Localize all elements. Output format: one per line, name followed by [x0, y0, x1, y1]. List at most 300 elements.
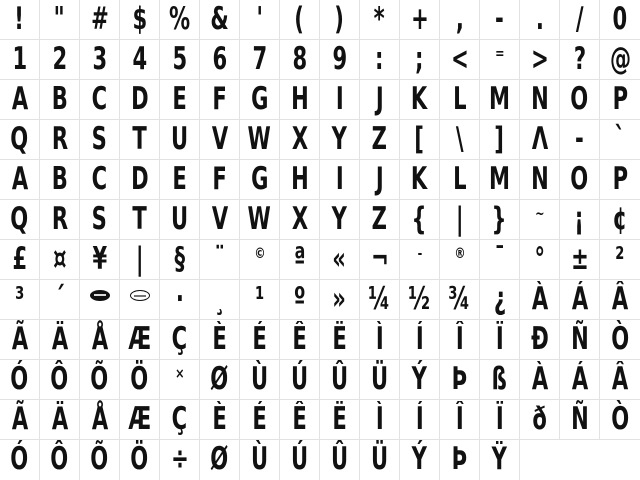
glyph: Ë	[332, 320, 347, 357]
glyph-cell	[480, 400, 520, 440]
glyph: Ô	[50, 360, 69, 397]
glyph-cell	[320, 400, 360, 440]
glyph-cell	[440, 80, 480, 120]
glyph: W	[247, 120, 272, 157]
glyph-cell	[360, 320, 400, 360]
glyph: `	[614, 120, 626, 157]
glyph: N	[530, 80, 549, 117]
glyph: M	[489, 160, 510, 197]
glyph-cell	[200, 280, 240, 320]
glyph: A	[11, 80, 28, 117]
glyph-cell	[480, 360, 520, 400]
glyph-cell	[0, 80, 40, 120]
glyph-cell	[240, 440, 280, 480]
glyph: È	[212, 320, 227, 357]
glyph-cell	[560, 240, 600, 280]
glyph-cell	[320, 360, 360, 400]
glyph: @	[609, 40, 631, 77]
glyph-cell	[120, 240, 160, 280]
glyph-cell	[240, 360, 280, 400]
glyph: *	[373, 0, 386, 37]
glyph-cell	[440, 160, 480, 200]
glyph: C	[91, 160, 108, 197]
glyph-cell	[560, 160, 600, 200]
glyph: 6	[212, 40, 227, 77]
glyph-cell	[0, 200, 40, 240]
glyph-cell	[200, 200, 240, 240]
glyph-cell	[440, 280, 480, 320]
glyph-cell	[440, 120, 480, 160]
glyph: 4	[132, 40, 147, 77]
glyph: Ý	[411, 441, 428, 477]
glyph-cell	[200, 160, 240, 200]
glyph: Á	[571, 280, 588, 317]
glyph: Î	[455, 400, 464, 437]
glyph-cell	[280, 360, 320, 400]
glyph-cell	[320, 280, 360, 320]
glyph: W	[247, 200, 272, 237]
glyph: {	[411, 200, 427, 237]
glyph: Λ	[531, 120, 548, 157]
glyph-cell	[400, 0, 440, 40]
glyph: Æ	[128, 400, 151, 437]
glyph-cell	[360, 80, 400, 120]
glyph-cell	[40, 440, 80, 480]
glyph: Ê	[292, 400, 307, 437]
glyph: Í	[415, 320, 424, 357]
glyph: À	[531, 360, 548, 397]
glyph-cell	[480, 440, 520, 480]
outline-oval-logo-icon	[130, 290, 150, 301]
glyph: º	[293, 280, 306, 317]
glyph-cell	[0, 320, 40, 360]
glyph: |	[455, 200, 464, 237]
glyph-cell	[440, 240, 480, 280]
glyph-cell	[600, 400, 640, 440]
glyph: Ý	[411, 360, 428, 397]
glyph-cell	[360, 280, 400, 320]
glyph: Î	[455, 320, 464, 357]
glyph: (	[294, 0, 305, 37]
glyph: ®	[453, 246, 466, 262]
glyph-cell	[440, 320, 480, 360]
glyph-cell	[520, 160, 560, 200]
glyph: Á	[571, 360, 588, 397]
glyph-cell	[280, 120, 320, 160]
glyph: V	[211, 200, 228, 237]
glyph-cell	[600, 80, 640, 120]
glyph: H	[290, 160, 309, 197]
glyph-cell	[80, 40, 120, 80]
glyph: Z	[371, 200, 388, 237]
glyph-cell	[520, 0, 560, 40]
glyph-cell	[440, 40, 480, 80]
glyph: ²	[615, 240, 625, 277]
glyph-cell	[320, 80, 360, 120]
glyph-cell	[120, 160, 160, 200]
glyph-cell	[400, 240, 440, 280]
glyph: L	[452, 160, 467, 197]
glyph: Ø	[210, 441, 229, 477]
glyph-cell	[360, 400, 400, 440]
glyph: >	[530, 40, 549, 77]
glyph: Å	[91, 320, 108, 357]
glyph-cell	[360, 40, 400, 80]
glyph-cell	[200, 320, 240, 360]
glyph: D	[130, 80, 149, 117]
glyph: V	[211, 120, 228, 157]
glyph: O	[570, 160, 589, 197]
glyph-cell	[520, 200, 560, 240]
glyph: Ç	[171, 320, 188, 357]
glyph-cell	[320, 240, 360, 280]
glyph-cell	[360, 160, 400, 200]
glyph-cell	[160, 360, 200, 400]
glyph-cell	[160, 240, 200, 280]
glyph-cell	[560, 360, 600, 400]
glyph-cell	[80, 400, 120, 440]
glyph: ×	[174, 366, 185, 382]
glyph: R	[51, 120, 68, 157]
glyph-cell	[360, 0, 400, 40]
glyph-cell	[520, 440, 560, 480]
glyph: 0	[612, 0, 628, 37]
glyph-cell	[240, 160, 280, 200]
glyph: Y	[331, 200, 348, 237]
glyph-cell	[120, 440, 160, 480]
glyph: Ð	[530, 320, 549, 357]
glyph-cell	[320, 40, 360, 80]
glyph-cell	[0, 160, 40, 200]
glyph: »	[332, 280, 347, 317]
glyph-cell	[120, 120, 160, 160]
glyph-cell	[160, 200, 200, 240]
glyph: Û	[330, 441, 349, 477]
glyph: /	[575, 0, 584, 37]
glyph: R	[51, 200, 68, 237]
glyph: É	[252, 320, 267, 357]
glyph-cell	[40, 280, 80, 320]
glyph: X	[291, 120, 308, 157]
glyph-cell	[480, 160, 520, 200]
glyph: Ü	[370, 360, 389, 397]
glyph: J	[375, 80, 384, 117]
glyph: Û	[330, 360, 349, 397]
glyph: Ì	[375, 320, 384, 357]
glyph-cell	[280, 240, 320, 280]
glyph-cell	[120, 400, 160, 440]
glyph-cell	[80, 280, 120, 320]
glyph-cell	[40, 160, 80, 200]
glyph: ~	[534, 206, 545, 222]
glyph: ±	[570, 240, 589, 277]
glyph: ³	[14, 280, 25, 317]
glyph-cell	[600, 320, 640, 360]
glyph: ¸	[214, 280, 225, 317]
glyph-cell	[40, 120, 80, 160]
glyph: N	[530, 160, 549, 197]
glyph: Ò	[611, 320, 629, 357]
glyph: %	[168, 0, 191, 37]
glyph-cell	[400, 400, 440, 440]
glyph-cell	[40, 0, 80, 40]
glyph: |	[135, 240, 144, 277]
glyph: I	[335, 80, 344, 117]
glyph: -	[495, 0, 504, 37]
glyph: Ï	[495, 320, 504, 357]
glyph-cell	[600, 240, 640, 280]
glyph-cell	[400, 80, 440, 120]
glyph-cell	[560, 80, 600, 120]
glyph-cell	[80, 240, 120, 280]
glyph-cell	[440, 360, 480, 400]
glyph: 7	[252, 40, 267, 77]
glyph-cell	[520, 400, 560, 440]
glyph: L	[452, 80, 467, 117]
glyph: É	[252, 400, 267, 437]
glyph-cell	[160, 0, 200, 40]
glyph: ¤	[52, 240, 67, 277]
glyph: ¬	[370, 240, 389, 277]
glyph-cell	[160, 80, 200, 120]
glyph: Ø	[210, 360, 229, 397]
glyph: Ö	[130, 360, 149, 397]
glyph-cell	[0, 40, 40, 80]
glyph: ª	[293, 240, 306, 277]
glyph-cell	[40, 360, 80, 400]
glyph: 1	[12, 40, 27, 77]
glyph-cell	[560, 120, 600, 160]
glyph: U	[170, 120, 189, 157]
glyph-cell	[80, 200, 120, 240]
glyph: 2	[52, 40, 67, 77]
glyph-cell	[0, 440, 40, 480]
glyph: "	[54, 0, 65, 37]
glyph-cell	[360, 240, 400, 280]
glyph-cell	[160, 120, 200, 160]
glyph-cell	[200, 240, 240, 280]
glyph: Ü	[370, 441, 389, 477]
glyph-cell	[40, 40, 80, 80]
glyph-cell	[360, 360, 400, 400]
glyph: ¿	[493, 280, 506, 317]
glyph-cell	[280, 160, 320, 200]
glyph: Ó	[10, 441, 29, 477]
glyph-cell	[360, 440, 400, 480]
glyph: Ä	[51, 320, 68, 357]
glyph-cell	[0, 120, 40, 160]
glyph-cell	[120, 0, 160, 40]
glyph: G	[250, 160, 269, 197]
glyph-cell	[560, 0, 600, 40]
glyph: :	[375, 40, 384, 77]
glyph: G	[250, 80, 269, 117]
glyph-cell	[400, 360, 440, 400]
glyph-cell	[520, 320, 560, 360]
glyph-cell	[280, 200, 320, 240]
glyph-cell	[200, 0, 240, 40]
glyph: ;	[415, 40, 424, 77]
glyph: )	[334, 0, 345, 37]
glyph: £	[12, 240, 27, 277]
glyph: <	[450, 40, 469, 77]
glyph-cell	[120, 200, 160, 240]
glyph: ÷	[170, 441, 189, 477]
glyph-cell	[0, 0, 40, 40]
glyph: F	[212, 160, 227, 197]
glyph: Å	[91, 400, 108, 437]
glyph: Ô	[50, 441, 69, 477]
glyph-cell	[520, 360, 560, 400]
glyph-cell	[80, 320, 120, 360]
glyph-cell	[240, 200, 280, 240]
glyph-cell	[120, 360, 160, 400]
glyph: Ç	[171, 400, 188, 437]
glyph-cell	[480, 80, 520, 120]
glyph: ]	[494, 120, 505, 157]
glyph: «	[332, 240, 347, 277]
glyph: Þ	[451, 441, 468, 477]
glyph: Æ	[128, 320, 151, 357]
glyph: ß	[491, 360, 508, 397]
glyph: -	[417, 246, 422, 262]
glyph: Ê	[292, 320, 307, 357]
glyph-cell	[40, 80, 80, 120]
glyph-cell	[200, 440, 240, 480]
glyph: Â	[611, 360, 629, 397]
glyph-cell	[320, 200, 360, 240]
glyph: H	[290, 80, 309, 117]
glyph-cell	[160, 440, 200, 480]
glyph-cell	[200, 80, 240, 120]
glyph-cell	[320, 120, 360, 160]
glyph-cell	[520, 280, 560, 320]
glyph-cell	[280, 80, 320, 120]
glyph: ¯	[494, 240, 505, 277]
glyph: Â	[611, 280, 629, 317]
glyph-cell	[560, 320, 600, 360]
glyph: Õ	[90, 441, 109, 477]
glyph-cell	[600, 440, 640, 480]
glyph-cell	[480, 320, 520, 360]
glyph-cell	[160, 400, 200, 440]
glyph: !	[14, 0, 25, 37]
glyph-cell	[480, 280, 520, 320]
glyph-cell	[120, 80, 160, 120]
glyph-cell	[240, 320, 280, 360]
glyph-cell	[440, 400, 480, 440]
glyph-cell	[520, 40, 560, 80]
filled-oval-logo-icon	[90, 290, 110, 301]
glyph-cell	[40, 400, 80, 440]
glyph: 8	[292, 40, 307, 77]
glyph: K	[411, 80, 428, 117]
glyph: Q	[10, 120, 29, 157]
glyph: ¼	[368, 280, 391, 317]
glyph: =	[494, 46, 505, 62]
glyph: #	[90, 0, 109, 37]
glyph-cell	[240, 280, 280, 320]
glyph-cell	[560, 40, 600, 80]
glyph: ·	[175, 280, 184, 317]
glyph-cell	[560, 200, 600, 240]
glyph-cell	[0, 400, 40, 440]
glyph-cell	[160, 40, 200, 80]
glyph: ?	[573, 40, 586, 77]
glyph-cell	[0, 280, 40, 320]
glyph: T	[132, 120, 147, 157]
glyph: &	[210, 0, 229, 37]
glyph-cell	[400, 440, 440, 480]
glyph: Ù	[250, 360, 269, 397]
glyph-cell	[480, 0, 520, 40]
glyph: C	[91, 80, 108, 117]
glyph-cell	[320, 320, 360, 360]
glyph: U	[170, 200, 189, 237]
glyph: Ä	[51, 400, 68, 437]
glyph: Õ	[90, 360, 109, 397]
glyph-cell	[280, 40, 320, 80]
glyph: 9	[332, 40, 347, 77]
glyph: À	[531, 280, 548, 317]
glyph-cell	[120, 280, 160, 320]
glyph: B	[51, 160, 68, 197]
glyph-cell	[0, 240, 40, 280]
glyph-cell	[320, 0, 360, 40]
glyph: \	[455, 120, 464, 157]
glyph: Ÿ	[491, 441, 508, 477]
glyph: K	[411, 160, 428, 197]
glyph-cell	[240, 40, 280, 80]
glyph-cell	[80, 440, 120, 480]
glyph-cell	[440, 440, 480, 480]
glyph-cell	[200, 400, 240, 440]
glyph-cell	[440, 200, 480, 240]
glyph: ,	[455, 0, 464, 37]
glyph: Þ	[451, 360, 468, 397]
glyph-cell	[280, 280, 320, 320]
glyph: ¨	[214, 240, 225, 277]
glyph-cell	[320, 160, 360, 200]
glyph: °	[534, 240, 545, 277]
glyph: 5	[172, 40, 187, 77]
glyph: Ú	[290, 360, 309, 397]
glyph-cell	[280, 400, 320, 440]
glyph-cell	[600, 0, 640, 40]
glyph: S	[91, 200, 108, 237]
glyph: P	[612, 160, 628, 197]
glyph: }	[491, 200, 507, 237]
glyph-cell	[200, 40, 240, 80]
glyph-cell	[480, 240, 520, 280]
glyph-cell	[400, 40, 440, 80]
glyph: T	[132, 200, 147, 237]
glyph-cell	[40, 320, 80, 360]
glyph-cell	[400, 280, 440, 320]
glyph: Ã	[11, 400, 28, 437]
glyph: J	[375, 160, 384, 197]
glyph-cell	[280, 320, 320, 360]
glyph: ¥	[92, 240, 107, 277]
glyph: F	[212, 80, 227, 117]
glyph-cell	[120, 320, 160, 360]
glyph: È	[212, 400, 227, 437]
glyph-cell	[80, 0, 120, 40]
glyph: E	[172, 160, 187, 197]
glyph: E	[172, 80, 187, 117]
glyph: Ì	[375, 400, 384, 437]
glyph-cell	[520, 80, 560, 120]
